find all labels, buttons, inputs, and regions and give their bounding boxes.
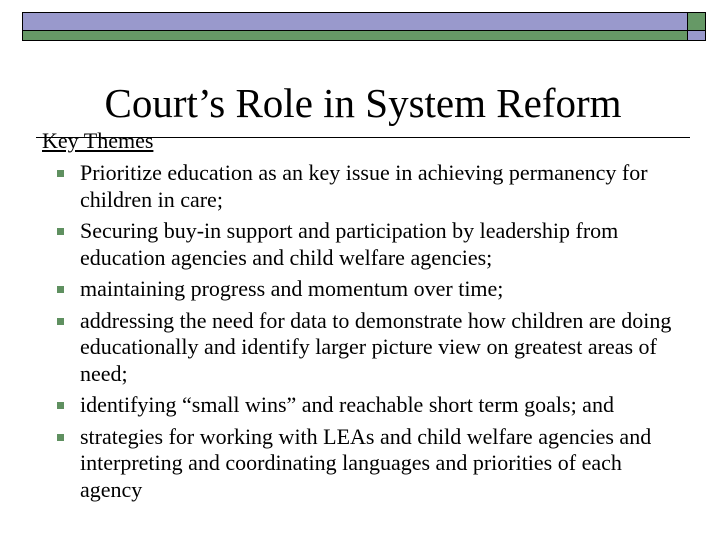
square-bullet-icon <box>57 318 64 325</box>
bullet-item <box>0 424 720 504</box>
square-bullet-icon <box>57 286 64 293</box>
decorative-corner-green <box>688 13 705 31</box>
slide-title: Court’s Role in System Reform <box>104 80 622 126</box>
decorative-bar-corner-block <box>688 13 705 40</box>
bullet-item <box>0 218 720 271</box>
bullet-text: maintaining progress and momentum over time; <box>80 276 504 301</box>
decorative-corner-purple <box>688 31 705 40</box>
bullet-text: strategies for working with LEAs and child welfare agencies and interpreting and coordinating languages and priorities of each agency <box>80 423 652 502</box>
bullet-text: Securing buy-in support and participation by leadership from education agencies and child welfare agencies; <box>80 218 619 270</box>
bullet-text: addressing the need for data to demonstrate how children are doing educationally and identify larger picture view on greatest areas of need; <box>80 307 672 386</box>
square-bullet-icon <box>57 434 64 441</box>
bullet-list <box>0 160 720 508</box>
square-bullet-icon <box>57 170 64 177</box>
bullet-item <box>0 276 720 303</box>
bullet-item <box>0 160 720 213</box>
bullet-text: identifying “small wins” and reachable short term goals; and <box>80 392 614 417</box>
decorative-bar-main <box>23 13 688 40</box>
square-bullet-icon <box>57 228 64 235</box>
decorative-bar-green-strip <box>23 31 687 40</box>
square-bullet-icon <box>57 402 64 409</box>
bullet-text: Prioritize education as an key issue in achieving permanency for children in care; <box>80 160 648 212</box>
decorative-header-bar <box>22 12 706 41</box>
decorative-bar-purple-strip <box>23 13 687 31</box>
section-subheading: Key Themes <box>42 128 154 153</box>
bullet-item <box>0 392 720 419</box>
bullet-item <box>0 308 720 388</box>
